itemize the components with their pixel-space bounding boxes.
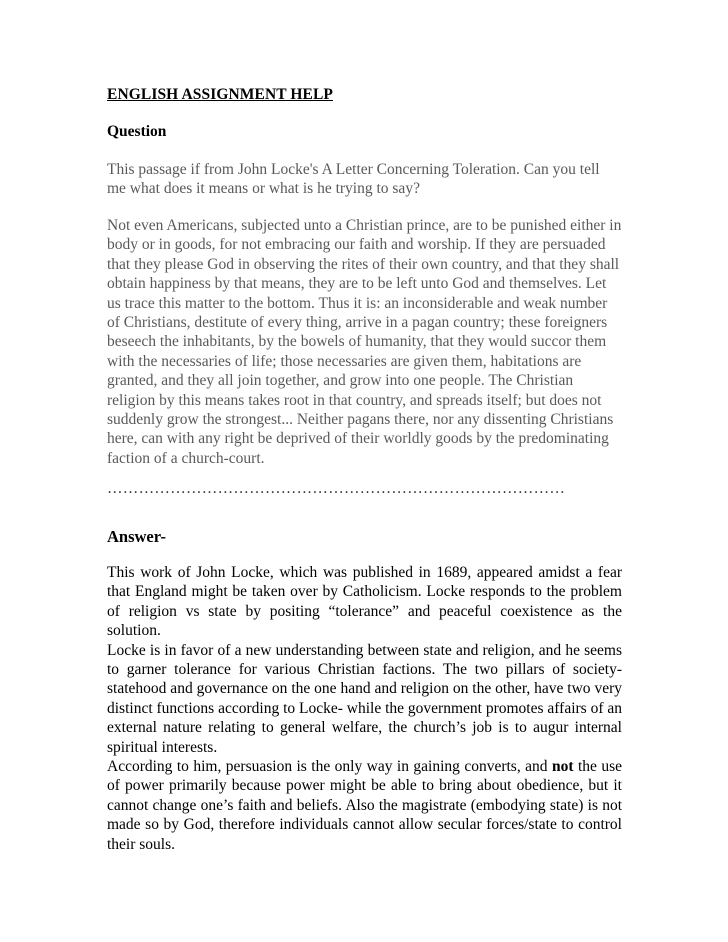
answer-paragraph-2: Locke is in favor of a new understanding between state and religion, and he seems to garner tolerance for various Christian factions. The two pillars of society- statehood and governance on the one hand and religion on the other, have two very distinct functions according to Locke- while the government promotes affairs of an external nature relating to general welfare, the church’s job is to augur internal spiritual interests. bbox=[107, 641, 622, 756]
answer-paragraph-1: This work of John Locke, which was published in 1689, appeared amidst a fear that England might be taken over by Catholicism. Locke responds to the problem of religion vs state by positing “tolerance” and peaceful coexistence as the solution. bbox=[107, 564, 622, 640]
answer-paragraph-3-end: the use of power primarily because power might be able to bring about obedience, but it cannot change one’s faith and beliefs. Also the magistrate (embodying state) is not made so by God, therefore individuals cannot allow secular forces/state to control their souls. bbox=[107, 758, 622, 853]
document-title: ENGLISH ASSIGNMENT HELP bbox=[107, 86, 333, 103]
answer-body bbox=[107, 563, 622, 854]
answer-paragraph-3-start: According to him, persuasion is the only way in gaining converts, and bbox=[107, 758, 552, 776]
dotted-separator: …………………………………………………………………………… bbox=[107, 480, 566, 497]
answer-paragraph-3 bbox=[107, 757, 622, 854]
question-heading: Question bbox=[107, 123, 167, 140]
question-intro: This passage if from John Locke's A Letter Concerning Toleration. Can you tell me what does it means or what is he trying to say? bbox=[107, 161, 600, 198]
question-passage: Not even Americans, subjected unto a Christian prince, are to be punished either in body or in goods, for not embracing our faith and worship. If they are persuaded that they please God in observing the rites of their own country, and that they shall obtain happiness by that means, they are to be left unto God and themselves. Let us trace this matter to the bottom. Thus it is: an inconsiderable and weak number of Christians, destitute of every thing, arrive in a pagan country; these foreigners beseech the inhabitants, by the bowels of humanity, that they would succor them with the necessaries of life; those necessaries are given them, habitations are granted, and they all join together, and grow into one people. The Christian religion by this means takes root in that country, and spreads itself; but does not suddenly grow the strongest... Neither pagans there, nor any dissenting Christians here, can with any right be deprived of their worldly goods by the predominating faction of a church-court. bbox=[107, 217, 622, 467]
answer-heading: Answer- bbox=[107, 527, 166, 546]
answer-paragraph-3-bold: not bbox=[551, 758, 574, 776]
